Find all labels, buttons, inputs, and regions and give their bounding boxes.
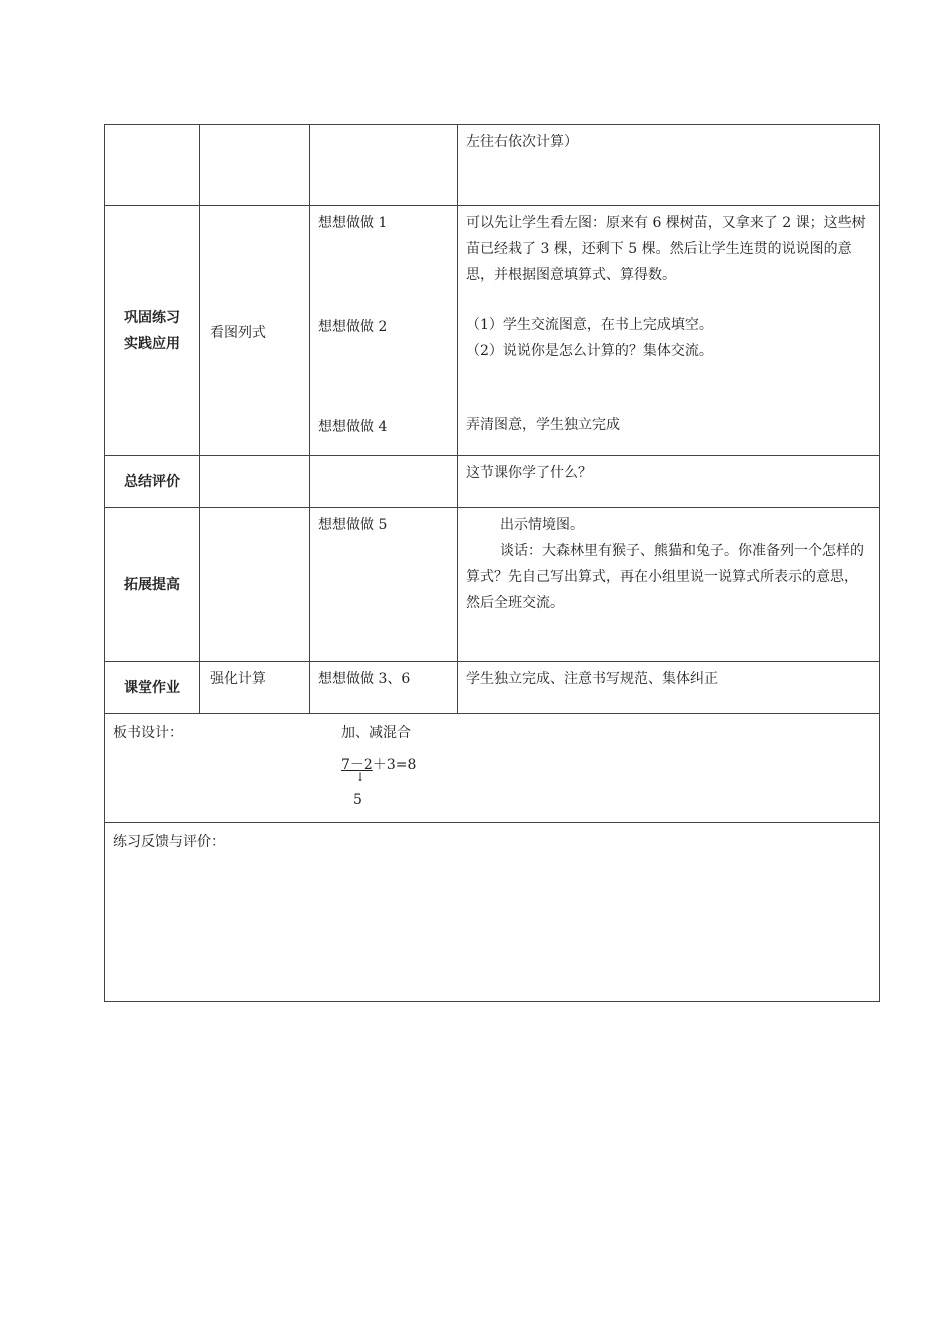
section-label-homework: [105, 662, 200, 714]
equation-underlined-part: 7－2: [341, 757, 373, 773]
activity-text: （2）说说你是怎么计算的？集体交流。: [466, 343, 713, 359]
label-line: 巩固练习: [124, 309, 180, 326]
feedback-cell: [105, 823, 880, 1002]
activity-cell: [458, 206, 880, 456]
cell-empty: [105, 125, 200, 206]
cell-empty: [200, 456, 310, 508]
section-label-summary: [105, 456, 200, 508]
exercise-item: 想想做做 1: [318, 215, 388, 231]
exercise-cell: [310, 508, 458, 662]
summary-text: 这节课你学了什么？: [466, 465, 592, 481]
activity-text: （1）学生交流图意，在书上完成填空。: [466, 317, 713, 333]
table-row: [105, 714, 880, 823]
arrow-down-icon: ↓: [355, 770, 366, 784]
section-label-extension: [105, 508, 200, 662]
continuation-text: [458, 125, 880, 206]
equation-rest: ＋3=8: [372, 757, 417, 773]
board-equation: [341, 752, 416, 778]
extension-activity-cell: [458, 508, 880, 662]
section-label-practice: [105, 206, 200, 456]
exercise-list-cell: [310, 206, 458, 456]
cell-empty: [310, 125, 458, 206]
activity-text: 谈话：大森林里有猴子、熊猫和兔子。你准备列一个怎样的算式？先自己写出算式，再在小组里说一说算式所表示的意思，然后全班交流。: [466, 543, 864, 611]
exercise-item: 想想做做 3、6: [318, 671, 411, 687]
label-line: 实践应用: [124, 335, 180, 352]
table-row: [105, 125, 880, 206]
table-row: [105, 508, 880, 662]
table-row: [105, 662, 880, 714]
cell-empty: [200, 125, 310, 206]
activity-text: 弄清图意，学生独立完成: [466, 417, 620, 433]
board-design-cell: [105, 714, 880, 823]
table-row: [105, 456, 880, 508]
exercise-item: 想想做做 4: [318, 419, 388, 435]
exercise-cell: [310, 662, 458, 714]
label-text: 课堂作业: [124, 679, 180, 696]
board-title: 加、减混合: [341, 725, 411, 741]
feedback-label: 练习反馈与评价：: [113, 834, 225, 850]
cell-empty: [200, 508, 310, 662]
table-row: [105, 823, 880, 1002]
method-text: 看图列式: [210, 324, 266, 341]
cell-empty: [310, 456, 458, 508]
cell-text: 左往右依次计算）: [466, 134, 578, 150]
exercise-item: 想想做做 2: [318, 319, 388, 335]
label-text: 拓展提高: [124, 576, 180, 593]
exercise-item: 想想做做 5: [318, 517, 388, 533]
method-cell: [200, 206, 310, 456]
intermediate-result: 5: [353, 792, 362, 808]
activity-text: 出示情境图。: [500, 517, 584, 533]
homework-cell: [458, 662, 880, 714]
lesson-plan-table: [104, 124, 880, 1002]
summary-cell: [458, 456, 880, 508]
table-row: [105, 206, 880, 456]
homework-text: 学生独立完成、注意书写规范、集体纠正: [466, 671, 718, 687]
method-text: 强化计算: [210, 671, 266, 687]
label-text: 总结评价: [124, 473, 180, 490]
activity-text: 可以先让学生看左图：原来有 6 棵树苗，又拿来了 2 课；这些树苗已经栽了 3 棵，还剩下 5 棵。然后让学生连贯的说说图的意思，并根据图意填算式、算得数。: [466, 215, 866, 283]
method-cell: [200, 662, 310, 714]
board-design-label: 板书设计：: [113, 725, 183, 741]
